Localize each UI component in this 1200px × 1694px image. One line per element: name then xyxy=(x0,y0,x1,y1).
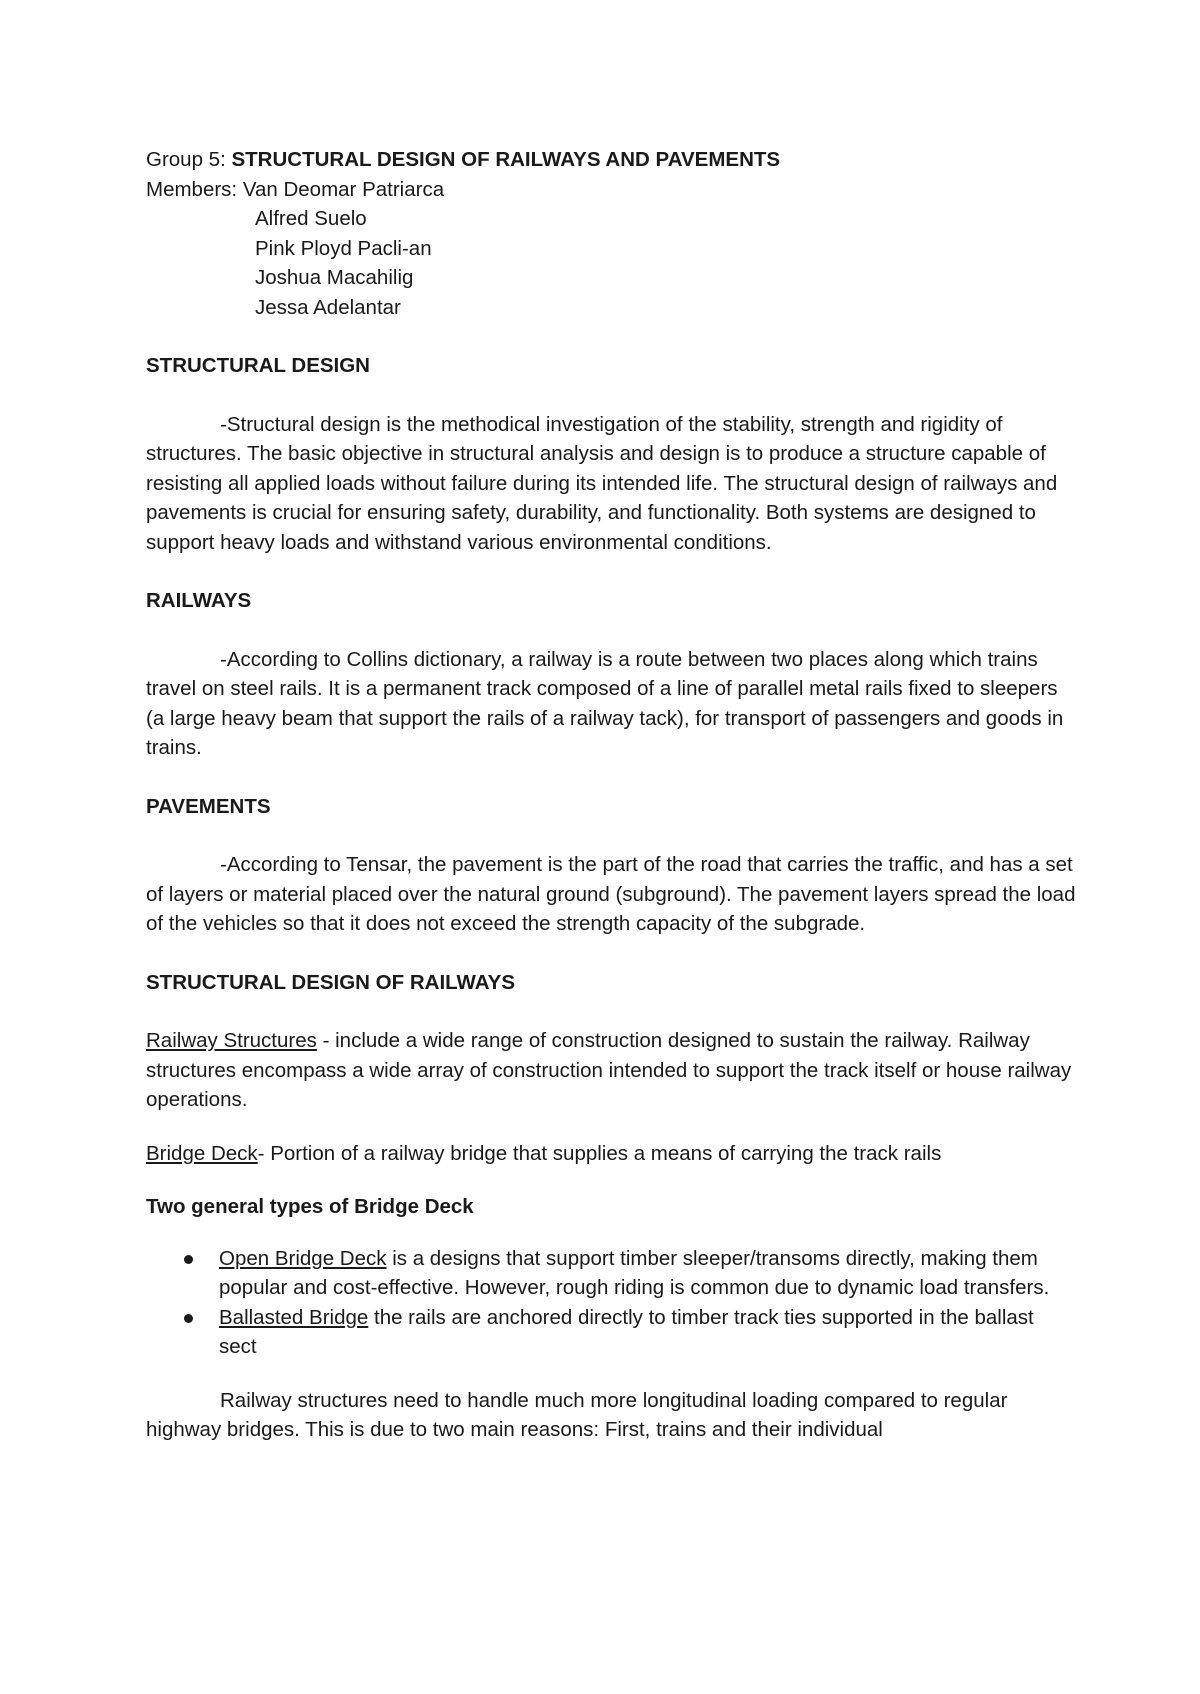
section-heading-railways: RAILWAYS xyxy=(146,589,252,612)
list-item xyxy=(146,1244,1076,1303)
pavements-paragraph: -According to Tensar, the pavement is the part of the road that carries the traffic, and has a set of layers or material placed over the natural ground (subground). The pavement layers spread the load of the vehicles so that it does not exceed the strength capacity of the subgrade. xyxy=(146,853,1076,935)
bullet-icon xyxy=(184,1255,193,1264)
document-title: STRUCTURAL DESIGN OF RAILWAYS AND PAVEMENTS xyxy=(231,148,781,171)
section-heading-structural-design: STRUCTURAL DESIGN xyxy=(146,354,370,377)
bridge-deck-types-heading: Two general types of Bridge Deck xyxy=(146,1195,474,1218)
structural-design-paragraph: -Structural design is the methodical investigation of the stability, strength and rigidity of structures. The basic objective in structural analysis and design is to produce a structure capable of resisting all applied loads without failure during its intended life. The structural design of railways and pavements is crucial for ensuring safety, durability, and functionality. Both systems are designed to support heavy loads and withstand various environmental conditions. xyxy=(146,412,1058,554)
railway-structures-text: - include a wide range of construction designed to sustain the railway. Railway structures encompass a wide array of construction intended to support the track itself or house railway operations. xyxy=(146,1029,1072,1111)
railway-structures-paragraph xyxy=(146,1026,1076,1115)
bridge-deck-paragraph xyxy=(146,1139,1076,1169)
group-title-line xyxy=(146,145,1076,175)
railways-paragraph: -According to Collins dictionary, a railway is a route between two places along which trains travel on steel rails. It is a permanent track composed of a line of parallel metal rails fixed to sleepers (a large heavy beam that support the rails of a railway tack), for transport of passengers and goods in trains. xyxy=(146,647,1064,759)
closing-paragraph: Railway structures need to handle much more longitudinal loading compared to regular highway bridges. This is due to two main reasons: First, trains and their individual xyxy=(146,1388,1008,1441)
document-page xyxy=(146,145,1076,1445)
bridge-deck-term: Bridge Deck xyxy=(146,1141,258,1165)
member-name: Pink Ployd Pacli-an xyxy=(255,236,432,260)
members-label: Members: xyxy=(146,177,243,201)
section-heading-pavements: PAVEMENTS xyxy=(146,794,271,818)
list-item xyxy=(146,1303,1076,1362)
section-heading-structural-design-railways: STRUCTURAL DESIGN OF RAILWAYS xyxy=(146,970,516,994)
member-name: Jessa Adelantar xyxy=(255,295,401,319)
members-line xyxy=(146,175,1076,205)
railway-structures-term: Railway Structures xyxy=(146,1029,317,1052)
open-bridge-deck-term: Open Bridge Deck xyxy=(219,1246,387,1270)
bridge-deck-text: - Portion of a railway bridge that supplies a means of carrying the track rails xyxy=(257,1141,942,1165)
member-name: Alfred Suelo xyxy=(255,207,367,230)
member-name: Joshua Macahilig xyxy=(255,266,414,289)
bridge-deck-types-list xyxy=(146,1244,1076,1362)
member-name: Van Deomar Patriarca xyxy=(242,177,445,201)
ballasted-bridge-text: the rails are anchored directly to timber track ties supported in the ballast sect xyxy=(219,1305,1034,1358)
group-prefix: Group 5: xyxy=(146,148,232,171)
ballasted-bridge-term: Ballasted Bridge xyxy=(219,1305,369,1329)
open-bridge-deck-text: is a designs that support timber sleeper/transoms directly, making them popular and cost-effective. However, rough riding is common due to dynamic load transfers. xyxy=(219,1246,1050,1299)
bullet-icon xyxy=(184,1314,193,1323)
